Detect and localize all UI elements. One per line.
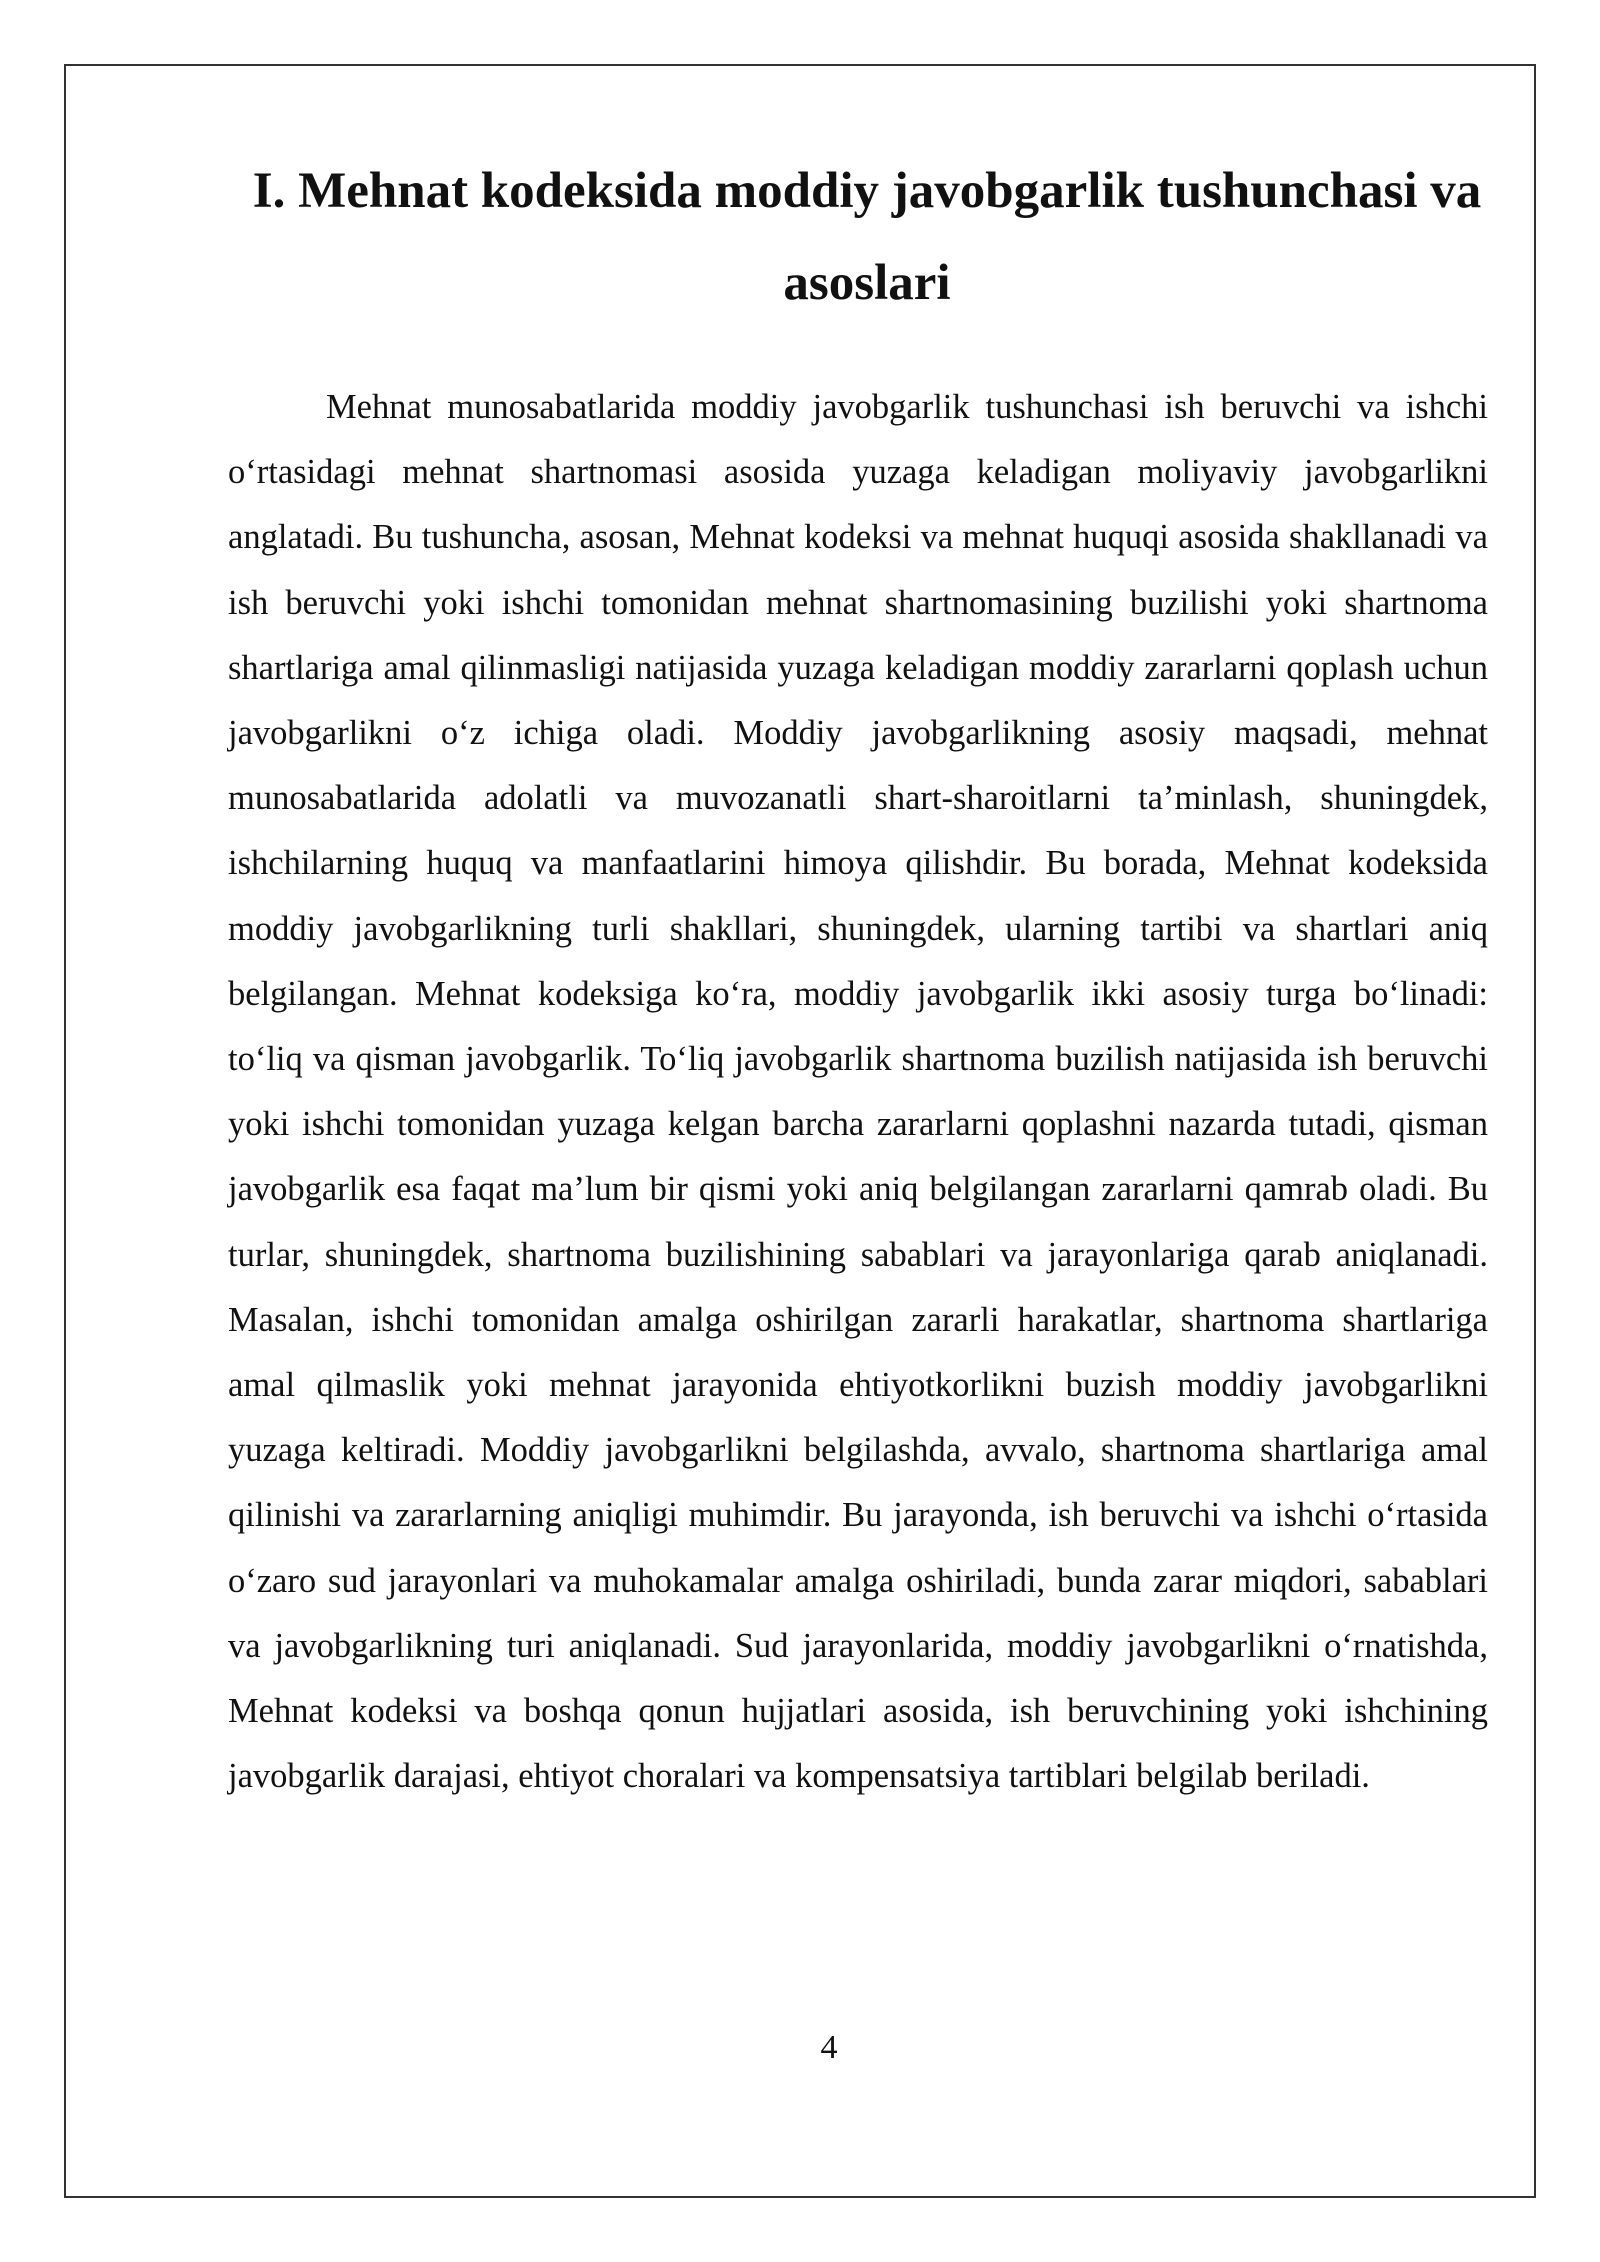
page-number: 4 [820, 2029, 838, 2066]
document-content [228, 145, 1488, 1809]
body-paragraph: Mehnat munosabatlarida moddiy javobgarlik tushunchasi ish beruvchi va ishchi o‘rtasidagi mehnat shartnomasi asosida yuzaga keladigan moliyaviy javobgarlikni anglatadi. Bu tushuncha, asosan, Mehnat kodeksi va mehnat huquqi asosida shakllanadi va ish beruvchi yoki ishchi tomonidan mehnat shartnomasining buzilishi yoki shartnoma shartlariga amal qilinmasligi natijasida yuzaga keladigan moddiy zararlarni qoplash uchun javobgarlikni o‘z ichiga oladi. Moddiy javobgarlikning asosiy maqsadi, mehnat munosabatlarida adolatli va muvozanatli shart-sharoitlarni ta’minlash, shuningdek, ishchilarning huquq va manfaatlarini himoya qilishdir. Bu borada, Mehnat kodeksida moddiy javobgarlikning turli shakllari, shuningdek, ularning tartibi va shartlari aniq belgilangan. Mehnat kodeksiga ko‘ra, moddiy javobgarlik ikki asosiy turga bo‘linadi: to‘liq va qisman javobgarlik. To‘liq javobgarlik shartnoma buzilish natijasida ish beruvchi yoki ishchi tomonidan yuzaga kelgan barcha zararlarni qoplashni nazarda tutadi, qisman javobgarlik esa faqat ma’lum bir qismi yoki aniq belgilangan zararlarni qamrab oladi. Bu turlar, shuningdek, shartnoma buzilishining sabablari va jarayonlariga qarab aniqlanadi. Masalan, ishchi tomonidan amalga oshirilgan zararli harakatlar, shartnoma shartlariga amal qilmaslik yoki mehnat jarayonida ehtiyotkorlikni buzish moddiy javobgarlikni yuzaga keltiradi. Moddiy javobgarlikni belgilashda, avvalo, shartnoma shartlariga amal qilinishi va zararlarning aniqligi muhimdir. Bu jarayonda, ish beruvchi va ishchi o‘rtasida o‘zaro sud jarayonlari va muhokamalar amalga oshiriladi, bunda zarar miqdori, sabablari va javobgarlikning turi aniqlanadi. Sud jarayonlarida, moddiy javobgarlikni o‘rnatishda, Mehnat kodeksi va boshqa qonun hujjatlari asosida, ish beruvchining yoki ishchining javobgarlik darajasi, ehtiyot choralari va kompensatsiya tartiblari belgilab beriladi. [228, 388, 1488, 1796]
section-heading: I. Mehnat kodeksida moddiy javobgarlik tushunchasi va asoslari [252, 163, 1482, 311]
